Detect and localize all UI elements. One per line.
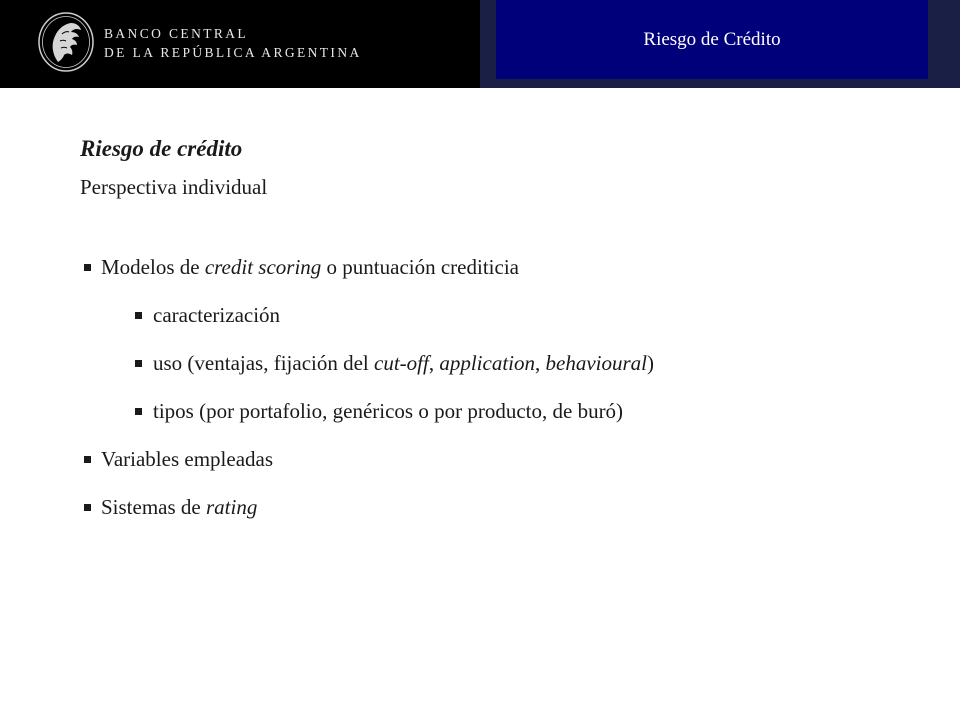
bcra-seal-icon [36, 10, 96, 74]
bullet-text: , [428, 351, 440, 375]
bullet-list [0, 252, 960, 540]
bullet-item [0, 348, 960, 396]
bullet-item [0, 444, 960, 492]
bullet-text: tipos (por portafolio, genéricos o por producto, de buró) [153, 399, 624, 423]
slide-header [0, 0, 960, 88]
bullet-text: o puntuación crediticia [321, 255, 519, 279]
bullet-item [0, 252, 960, 300]
square-bullet-icon [84, 264, 91, 271]
header-section-bar [480, 0, 960, 88]
slide-subtitle: Perspectiva individual [80, 175, 268, 199]
bullet-item [0, 396, 960, 444]
bullet-item [0, 300, 960, 348]
bullet-text-italic: rating [206, 495, 258, 519]
bullet-text: caracterización [153, 303, 281, 327]
section-title: Riesgo de Crédito [643, 28, 781, 50]
bank-name-line1: BANCO CENTRAL [104, 26, 249, 41]
bullet-text: Modelos de [101, 255, 205, 279]
bullet-text-italic: behavioural [545, 351, 647, 375]
bullet-text: Variables empleadas [101, 447, 274, 471]
bank-name [104, 24, 362, 62]
bullet-text: uso (ventajas, fijación del [153, 351, 375, 375]
slide-title: Riesgo de crédito [80, 136, 243, 161]
bank-name-line2: DE LA REPÚBLICA ARGENTINA [104, 45, 362, 60]
bullet-text-italic: cut-off [374, 351, 429, 375]
bullet-text: Sistemas de [101, 495, 206, 519]
section-title-box [496, 0, 928, 79]
bullet-text: ) [647, 351, 654, 375]
bullet-item [0, 492, 960, 540]
square-bullet-icon [135, 312, 142, 319]
square-bullet-icon [84, 456, 91, 463]
square-bullet-icon [135, 360, 142, 367]
square-bullet-icon [135, 408, 142, 415]
bullet-text-italic: credit scoring [204, 255, 322, 279]
bank-logo-block [0, 0, 480, 88]
square-bullet-icon [84, 504, 91, 511]
bullet-text-italic: application [439, 351, 536, 375]
bullet-text: , [535, 351, 546, 375]
